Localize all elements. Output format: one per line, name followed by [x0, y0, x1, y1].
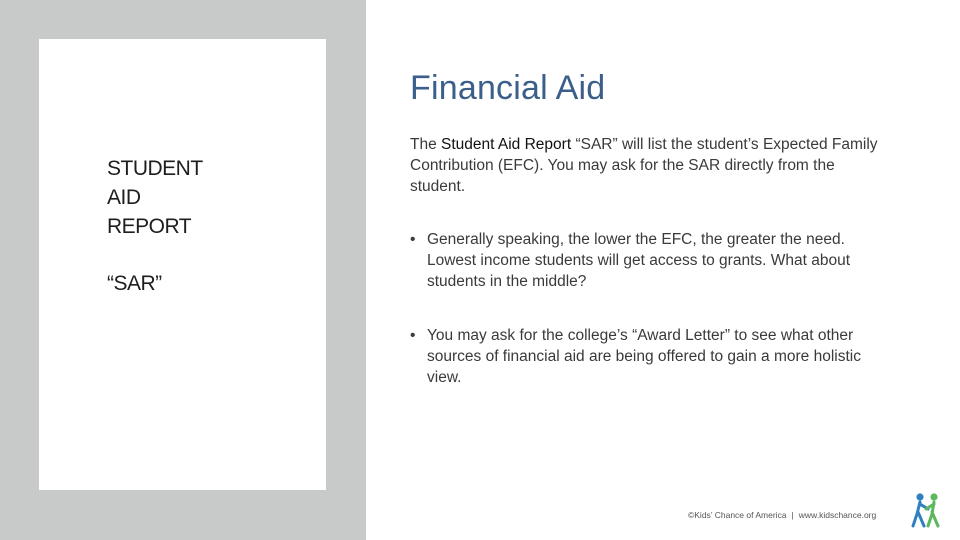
bullet-list	[410, 229, 880, 388]
sidebar-sublabel: “SAR”	[107, 272, 162, 295]
sidebar-label-line: AID	[107, 186, 141, 209]
sidebar-label	[107, 154, 307, 241]
intro-suffix: “SAR” will list the student’s Expected Family Contribution (EFC). You may ask for the SAR directly from the student.	[410, 136, 878, 195]
sidebar-label-line: REPORT	[107, 215, 192, 238]
slide-title: Financial Aid	[410, 69, 606, 107]
footer-website: www.kidschance.org	[798, 510, 877, 520]
intro-bold-term: Student Aid Report	[441, 136, 572, 153]
kids-chance-logo-icon	[910, 492, 944, 530]
sidebar-label-line: STUDENT	[107, 157, 203, 180]
intro-paragraph	[410, 134, 880, 197]
left-white-panel	[39, 39, 326, 490]
bullet-item: • Generally speaking, the lower the EFC, the greater the need. Lowest income students will get access to grants. What about students in the middle?	[410, 229, 880, 292]
footer-separator: |	[791, 510, 794, 520]
bullet-item: • You may ask for the college’s “Award Letter” to see what other sources of financial aid are being offered to gain a more holistic view.	[410, 325, 880, 388]
footer	[688, 509, 876, 521]
footer-copyright: ©Kids’ Chance of America	[688, 510, 787, 520]
intro-prefix: The	[410, 136, 442, 153]
